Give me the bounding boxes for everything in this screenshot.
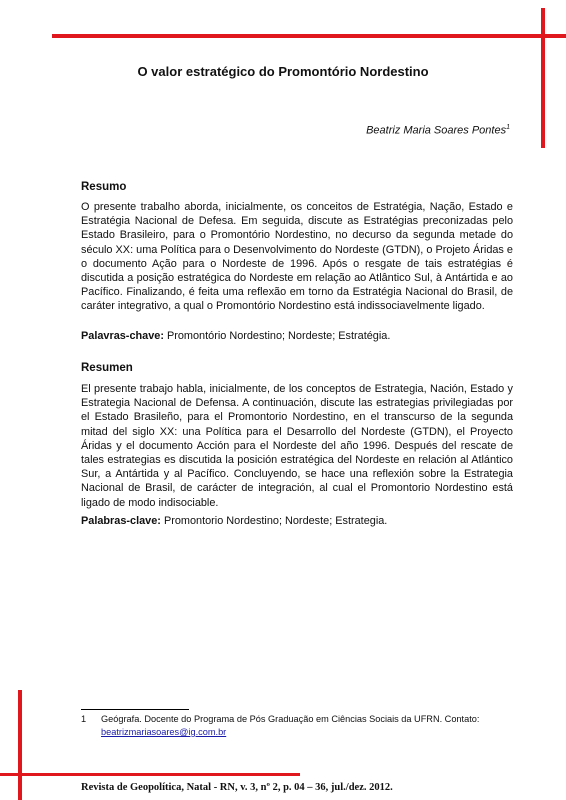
- top-horizontal-rule: [52, 34, 566, 38]
- resumen-keywords: [81, 515, 387, 527]
- resumo-keywords-label: Palavras-chave:: [81, 330, 164, 342]
- footnote-email-link[interactable]: beatrizmariasoares@ig.com.br: [101, 727, 227, 737]
- left-vertical-rule: [18, 690, 22, 800]
- footnote-text: Geógrafa. Docente do Programa de Pós Graduação em Ciências Sociais da UFRN. Contato:: [101, 714, 480, 724]
- resumo-keywords-value: Promontório Nordestino; Nordeste; Estratégia.: [166, 330, 391, 342]
- author: [366, 124, 510, 137]
- page-title: O valor estratégico do Promontório Nordestino: [137, 64, 429, 79]
- resumo-heading: Resumo: [81, 181, 127, 193]
- footnote: [81, 713, 513, 739]
- resumen-heading: Resumen: [81, 362, 133, 374]
- resumen-keywords-value: Promontorio Nordestino; Nordeste; Estrategia.: [163, 515, 388, 527]
- resumo-text: O presente trabalho aborda, inicialmente, os conceitos de Estratégia, Nação, Estado e Estratégia Nacional de Defesa. Em seguida, discute as Estratégias preconizadas pelo Estado Brasileiro, para o Promontório Nordestino, no decurso da segunda metade do século XX: uma Política para o Desenvolvimento do Nordeste (GTDN), o Projeto Áridas e o documento Ação para o Nordeste de 1996. Após o resgate de tais estratégias é discutida a posição estratégica do Nordeste em relação ao Atlântico Sul, à Antártida e ao Pacífico. Finalizando, é feita uma reflexão em torno da Estratégia Nacional do Brasil, de caráter integrativo, a qual o Promontório Nordestino está indissociavelmente ligado.: [81, 201, 513, 313]
- author-name: Beatriz Maria Soares Pontes: [366, 124, 507, 137]
- footnote-number: 1: [81, 714, 87, 724]
- author-footnote-mark: 1: [506, 124, 510, 131]
- journal-footer: Revista de Geopolítica, Natal - RN, v. 3, nº 2, p. 04 – 36, jul./dez. 2012.: [81, 782, 393, 793]
- resumen-text: El presente trabajo habla, inicialmente, de los conceptos de Estrategia, Nación, Estado y Estrategia Nacional de Defensa. A continuación, discute las estrategias privilegiadas por el Estado Brasileño, para el Promontorio Nordestino, en el transcurso de la segunda mitad del siglo XX: una Política para el Desarrollo del Nordeste (GTDN), el Proyecto Áridas y el documento Acción para el Nordeste del año 1996. Después del rescate de tales estrategias es discutida la posición estratégica del Nordeste en relación al Atlántico Sur, a Antártida y al Pacífico. Concluyendo, se hace una reflexión sobre la Estrategia Nacional de Brasil, de carácter de integración, al cual el Promontorio Nordestino está ligado de modo indisociable.: [81, 383, 513, 509]
- resumo-keywords: [81, 330, 390, 342]
- bottom-horizontal-rule: [0, 773, 300, 776]
- footnote-separator: [81, 709, 189, 710]
- resumen-keywords-label: Palabras-clave:: [81, 515, 161, 527]
